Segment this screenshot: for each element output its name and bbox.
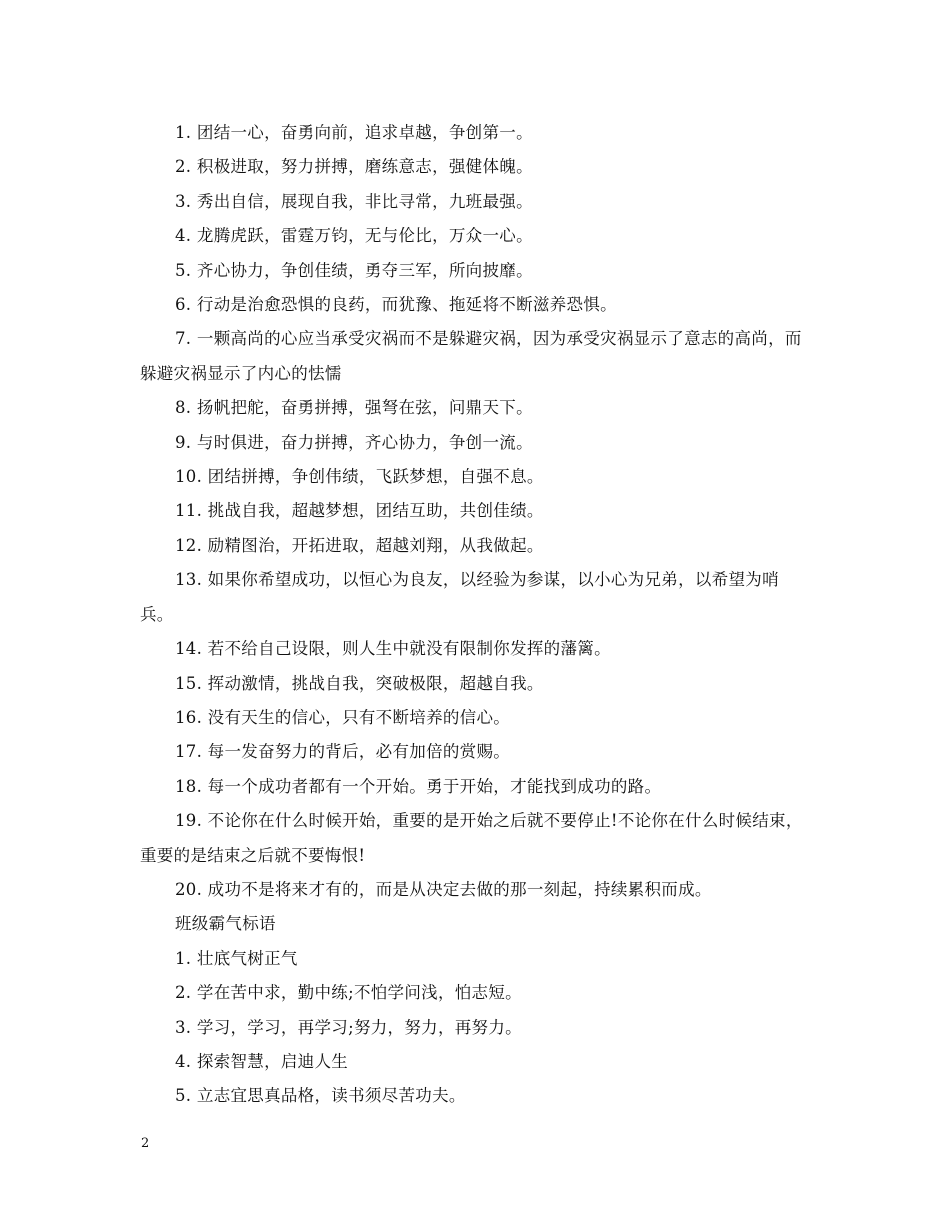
paragraph-20: 20. 成功不是将来才有的，而是从决定去做的那一刻起，持续累积而成。 xyxy=(175,879,712,899)
paragraph-18: 18. 每一个成功者都有一个开始。勇于开始，才能找到成功的路。 xyxy=(175,776,662,796)
paragraph-10: 10. 团结拼搏，争创伟绩，飞跃梦想，自强不息。 xyxy=(175,467,544,487)
paragraph-6: 6. 行动是治愈恐惧的良药，而犹豫、拖延将不断滋养恐惧。 xyxy=(175,295,617,315)
paragraph-3: 3. 秀出自信，展现自我，非比寻常，九班最强。 xyxy=(175,191,533,211)
paragraph-4: 4. 龙腾虎跃，雷霆万钧，无与伦比，万众一心。 xyxy=(175,226,533,246)
paragraph-19: 19. 不论你在什么时候开始，重要的是开始之后就不要停止!不论你在什么时候结束，重要的是结束之后就不要悔恨! xyxy=(140,811,803,865)
paragraph-13: 13. 如果你希望成功，以恒心为良友，以经验为参谋，以小心为兄弟，以希望为哨兵。 xyxy=(140,570,779,624)
slogan-4: 4. 探索智慧，启迪人生 xyxy=(175,1051,349,1071)
paragraph-1: 1. 团结一心，奋勇向前，追求卓越，争创第一。 xyxy=(175,123,533,142)
slogan-5: 5. 立志宜思真品格，读书须尽苦功夫。 xyxy=(175,1086,466,1106)
document-body xyxy=(140,116,812,1114)
slogan-1: 1. 壮底气树正气 xyxy=(175,948,298,968)
paragraph-12: 12. 励精图治，开拓进取，超越刘翔，从我做起。 xyxy=(175,535,544,555)
section-heading: 班级霸气标语 xyxy=(175,914,276,934)
paragraph-11: 11. 挑战自我，超越梦想，团结互助，共创佳绩。 xyxy=(175,501,544,521)
paragraph-17: 17. 每一发奋努力的背后，必有加倍的赏赐。 xyxy=(175,742,511,762)
slogan-3: 3. 学习，学习，再学习;努力，努力，再努力。 xyxy=(175,1017,522,1037)
paragraph-2: 2. 积极进取，努力拼搏，磨练意志，强健体魄。 xyxy=(175,157,533,177)
paragraph-15: 15. 挥动激情，挑战自我，突破极限，超越自我。 xyxy=(175,673,544,693)
paragraph-7: 7. 一颗高尚的心应当承受灾祸而不是躲避灾祸，因为承受灾祸显示了意志的高尚，而躲避灾祸显示了内心的怯懦 xyxy=(140,329,802,383)
paragraph-14: 14. 若不给自己设限，则人生中就没有限制你发挥的藩篱。 xyxy=(175,639,611,659)
paragraph-8: 8. 扬帆把舵，奋勇拼搏，强弩在弦，问鼎天下。 xyxy=(175,398,533,418)
page-number: 2 xyxy=(141,1136,150,1151)
paragraph-16: 16. 没有天生的信心，只有不断培养的信心。 xyxy=(175,707,511,727)
slogan-2: 2. 学在苦中求，勤中练;不怕学问浅，怕志短。 xyxy=(175,983,522,1003)
paragraph-5: 5. 齐心协力，争创佳绩，勇夺三军，所向披靡。 xyxy=(175,260,533,280)
paragraph-9: 9. 与时俱进，奋力拼搏，齐心协力，争创一流。 xyxy=(175,432,533,452)
